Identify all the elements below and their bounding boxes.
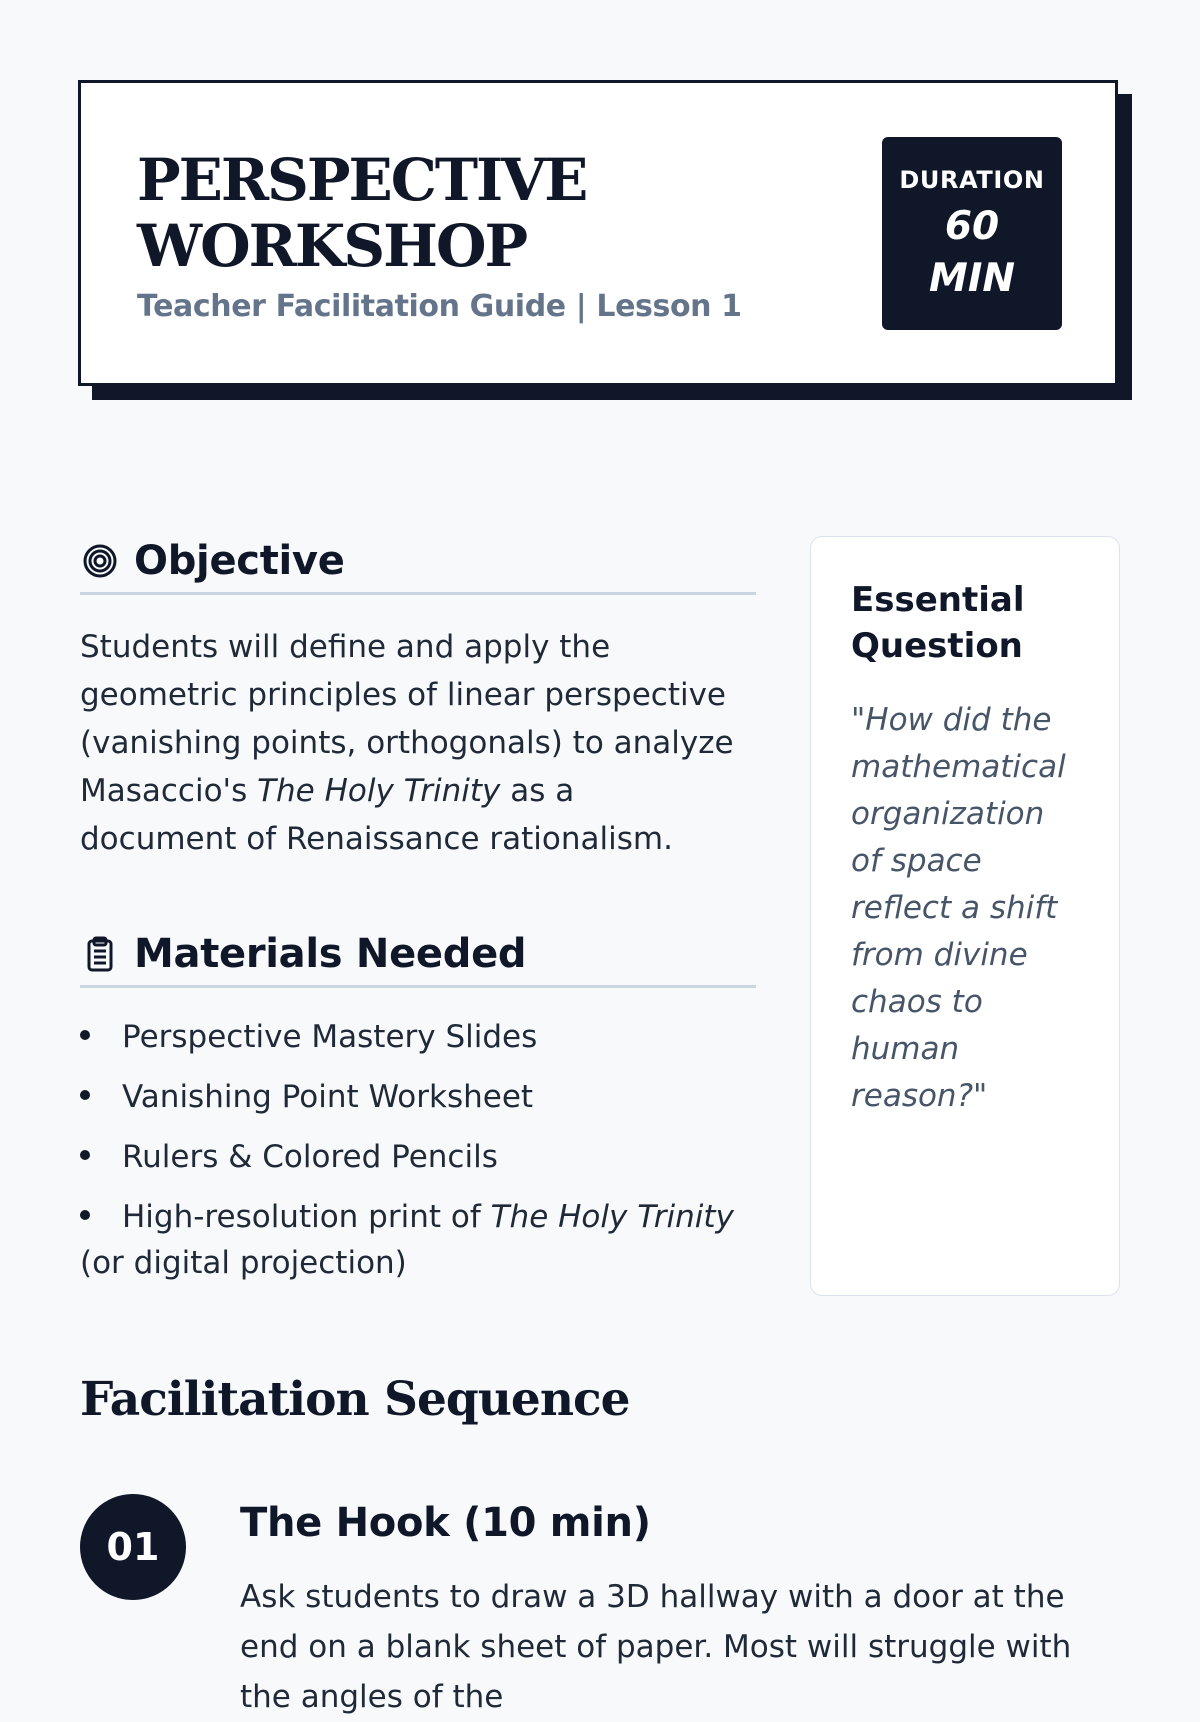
material-label-before: High-resolution print of [122,1199,491,1235]
facilitation-sequence-section [80,1370,1120,1722]
material-label-emphasis: The Holy Trinity [490,1199,734,1235]
lesson-title-line-2: WORKSHOP [137,212,527,280]
target-icon [80,541,120,581]
clipboard-icon [80,934,120,974]
essential-question-quote: "How did the mathematical organization of space reflect a shift from divine chaos to human reason?" [851,702,1066,1114]
lesson-title-line-1: PERSPECTIVE [137,146,587,214]
lesson-header-card [78,80,1118,386]
objective-text-before: Students will define and apply the geometric principles of linear perspective (vanishing points, orthogonals) to analyze Masaccio's [80,629,734,809]
materials-list [80,1014,740,1286]
duration-badge [882,137,1062,330]
duration-label: DURATION [899,166,1045,194]
lesson-header [78,80,1118,386]
materials-section [80,923,756,1286]
step-number-badge: 01 [80,1494,186,1600]
essential-question-card [810,536,1120,1296]
objective-emphasis: The Holy Trinity [257,773,501,809]
lesson-subtitle: Teacher Facilitation Guide | Lesson 1 [137,289,742,324]
essential-question-title: Essential Question [851,580,1025,666]
materials-list-item [80,1014,740,1060]
materials-heading-row [80,923,756,988]
lesson-main-content [80,530,756,1300]
materials-heading: Materials Needed [134,931,527,977]
lesson-guide-page [0,80,1200,1715]
objective-heading: Objective [134,538,345,584]
materials-list-item [80,1074,740,1120]
objective-section [80,530,756,863]
material-label: Rulers & Colored Pencils [122,1139,498,1175]
step-title: The Hook (10 min) [240,1500,651,1546]
sequence-step [80,1494,1120,1722]
lesson-title [137,147,697,279]
material-label: Vanishing Point Worksheet [122,1079,534,1115]
step-description: Ask students to draw a 3D hallway with a door at the end on a blank sheet of paper. Most will struggle with the angles of the [240,1579,1072,1715]
objective-heading-row [80,530,756,595]
duration-value: 60 MIN [929,204,1015,301]
materials-list-item [80,1194,740,1286]
material-label-after: (or digital projection) [80,1245,407,1281]
materials-list-item [80,1134,740,1180]
objective-text-after: as a document of Renaissance rationalism. [80,773,673,857]
facilitation-sequence-heading: Facilitation Sequence [80,1372,630,1427]
objective-text [80,623,740,863]
material-label: Perspective Mastery Slides [122,1019,538,1055]
bullet-icon [80,1090,90,1100]
bullet-icon [80,1030,90,1040]
bullet-icon [80,1150,90,1160]
bullet-icon [80,1210,90,1220]
